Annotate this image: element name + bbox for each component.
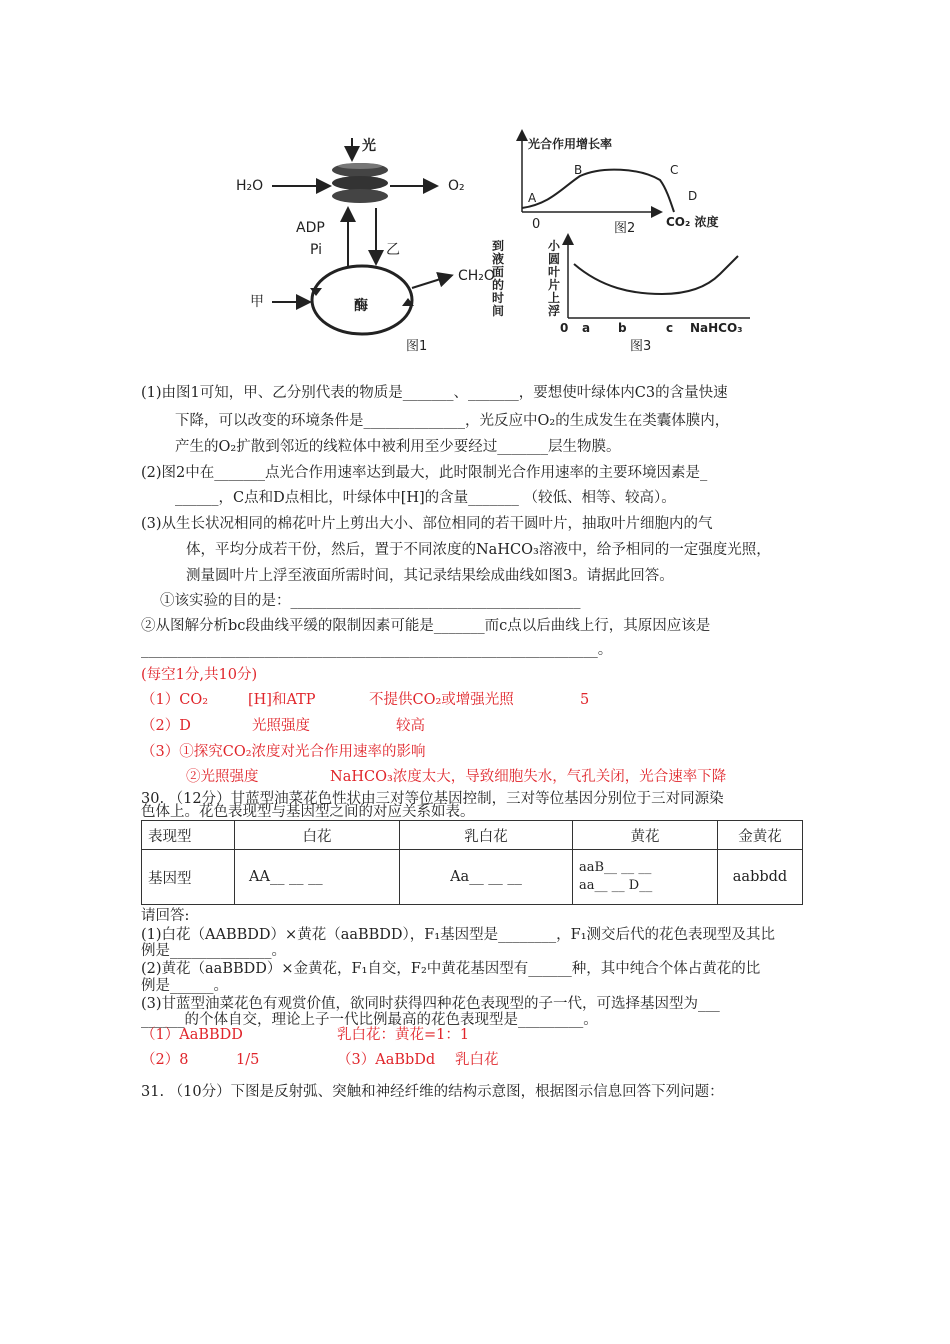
fig3-tick-b: b — [618, 321, 627, 335]
a30-r1-c1: （1）AaBBDD — [141, 1027, 243, 1043]
svg-text:圆: 圆 — [548, 252, 561, 266]
fig3-ylabel-left — [492, 238, 504, 318]
a30-r2-c2: 1/5 — [236, 1052, 260, 1068]
fig1-h2o-label: H₂O — [236, 178, 264, 194]
fig1-ch2o-label: CH₂O — [458, 268, 495, 284]
q30-line-6: (2)黄花（aaBBDD）×金黄花，F₁自交，F₂中黄花基因型有______种，其中纯合个体占黄花的比 — [141, 961, 761, 977]
figure-1 — [236, 137, 495, 354]
svg-text:时: 时 — [492, 291, 505, 305]
svg-text:上: 上 — [548, 291, 561, 305]
fig2-point-b: B — [574, 163, 583, 177]
q29-line-10: ②从图解分析bc段曲线平缓的限制因素可能是_______而c点以后曲线上行，其原因应该是 — [141, 618, 711, 634]
fig2-ylabel: 光合作用增长率 — [528, 137, 613, 151]
fig3-x-ticks — [560, 321, 742, 335]
a29-r4-c2: NaHCO₃浓度太大，导致细胞失水，气孔关闭，光合速率下降 — [330, 769, 727, 785]
q29-line-11: _______________________________________________________________。 — [141, 642, 613, 658]
fig2-xlabel: CO₂ 浓度 — [666, 215, 719, 229]
a29-r4-c1: ②光照强度 — [186, 769, 259, 785]
fig1-enzyme-label: 酶 — [354, 298, 368, 314]
table-header-white: 白花 — [235, 821, 400, 850]
table-row-label: 基因型 — [142, 850, 235, 905]
figure-2 — [522, 132, 718, 236]
table-cell-yellow — [573, 850, 718, 905]
table-cell-milky: Aa__ __ __ — [400, 850, 573, 905]
a29-r1-c3: 不提供CO₂或增强光照 — [369, 692, 514, 708]
svg-text:面: 面 — [492, 265, 505, 279]
fig3-tick-0: 0 — [560, 321, 569, 335]
table-cell-golden: aabbdd — [718, 850, 803, 905]
svg-text:小: 小 — [548, 239, 561, 253]
svg-text:的: 的 — [492, 278, 505, 292]
a29-r1-c2: [H]和ATP — [248, 692, 316, 708]
thylakoid-stack — [332, 163, 388, 203]
q29-line-3: 产生的O₂扩散到邻近的线粒体中被利用至少要经过_______层生物膜。 — [175, 439, 621, 455]
q29-line-1: (1)由图1可知，甲、乙分别代表的物质是_______、_______，要想使叶绿体内C3的含量快速 — [141, 385, 728, 401]
fig1-pi-label: Pi — [310, 242, 323, 258]
table-header-phenotype: 表现型 — [142, 821, 235, 850]
table-cell-yellow-1: aaB__ __ __ — [579, 860, 652, 875]
fig1-ch2o-arrow — [412, 276, 450, 288]
svg-text:叶: 叶 — [548, 265, 561, 279]
q29-line-4: (2)图2中在_______点光合作用速率达到最大，此时限制光合作用速率的主要环境因素是_ — [141, 465, 708, 481]
fig3-tick-c: c — [666, 321, 674, 335]
table-header-golden: 金黄花 — [718, 821, 803, 850]
a29-r2-c1: （2）D — [141, 718, 191, 734]
q30-line-7: 例是______。 — [141, 978, 228, 994]
fig2-curve — [522, 170, 674, 212]
a29-r2-c3: 较高 — [396, 718, 425, 734]
fig2-point-c: C — [670, 163, 679, 177]
fig3-ylabel-right — [548, 239, 561, 318]
svg-text:间: 间 — [492, 304, 505, 318]
fig2-point-a: A — [528, 191, 537, 205]
svg-text:液: 液 — [492, 252, 505, 266]
q30-line-8: (3)甘蓝型油菜花色有观赏价值，欲同时获得四种花色表现型的子一代，可选择基因型为___ — [141, 996, 720, 1012]
table-header-yellow: 黄花 — [573, 821, 718, 850]
a29-r1-c4: 5 — [580, 692, 590, 708]
q30-line-3: 请回答: — [141, 908, 190, 924]
fig2-caption: 图2 — [614, 221, 636, 236]
fig1-caption: 图1 — [406, 339, 428, 354]
fig1-yi-label: 乙 — [386, 242, 400, 258]
fig1-jia-label: 甲 — [250, 294, 264, 310]
q29-line-7: 体，平均分成若干份，然后，置于不同浓度的NaHCO₃溶液中，给予相同的一定强度光照， — [186, 542, 771, 558]
q29-line-2: 下降，可以改变的环境条件是______________，光反应中O₂的生成发生在类囊体膜内， — [175, 413, 730, 429]
a30-r2-c1: （2）8 — [141, 1052, 189, 1068]
table-header-milky: 乳白花 — [400, 821, 573, 850]
q30-line-4: (1)白花（AABBDD）×黄花（aaBBDD），F₁基因型是________，F₁测交后代的花色表现型及其比 — [141, 927, 776, 943]
q29-line-9: ①该实验的目的是：________________________________________ — [160, 593, 581, 609]
table-cell-yellow-2: aa__ __ D__ — [579, 878, 653, 893]
svg-text:浮: 浮 — [548, 304, 561, 318]
fig1-adp-label: ADP — [296, 220, 325, 236]
fig3-tick-nahco3: NaHCO₃ — [690, 321, 743, 335]
figure-panel — [230, 128, 770, 354]
fig3-curve — [574, 256, 738, 294]
q29-line-8: 测量圆叶片上浮至液面所需时间，其记录结果绘成曲线如图3。请据此回答。 — [186, 568, 674, 584]
q30-line-2: 色体上。花色表现型与基因型之间的对应关系如表。 — [141, 804, 475, 820]
a30-r2-c4: 乳白花 — [455, 1052, 499, 1068]
q30-line-9: ______的个体自交，理论上子一代比例最高的花色表现型是_________。 — [141, 1012, 598, 1028]
fig3-tick-a: a — [582, 321, 591, 335]
q30-line-1: 30. （12分）甘蓝型油菜花色性状由三对等位基因控制，三对等位基因分别位于三对同源染 — [141, 791, 724, 807]
a30-r1-c2: 乳白花：黄花=1：1 — [337, 1027, 470, 1043]
q29-line-6: (3)从生长状况相同的棉花叶片上剪出大小、部位相同的若干圆叶片，抽取叶片细胞内的气 — [141, 516, 713, 532]
fig1-o2-label: O₂ — [448, 178, 465, 194]
fig1-light-label: 光 — [362, 138, 376, 154]
table-cell-white: AA__ __ __ — [235, 850, 400, 905]
q31-line-1: 31. （10分）下图是反射弧、突触和神经纤维的结构示意图，根据图示信息回答下列问题： — [141, 1084, 724, 1100]
a29-r1-c1: （1）CO₂ — [141, 692, 209, 708]
a29-header: (每空1分,共10分) — [141, 667, 258, 683]
svg-text:到: 到 — [492, 239, 505, 253]
fig3-caption: 图3 — [630, 339, 652, 354]
a29-r3: （3）①探究CO₂浓度对光合作用速率的影响 — [141, 744, 426, 760]
fig2-origin: 0 — [532, 217, 541, 232]
figure-3 — [492, 236, 750, 354]
fig2-point-d: D — [688, 189, 698, 203]
a29-r2-c2: 光照强度 — [252, 718, 310, 734]
q29-line-5: ______，C点和D点相比，叶绿体中[H]的含量_______ （较低、相等、较高）。 — [175, 490, 676, 506]
phenotype-genotype-table — [141, 820, 803, 905]
q30-line-5: 例是______________。 — [141, 943, 286, 959]
a30-r2-c3: （3）AaBbDd — [337, 1052, 436, 1068]
svg-text:片: 片 — [548, 278, 561, 292]
